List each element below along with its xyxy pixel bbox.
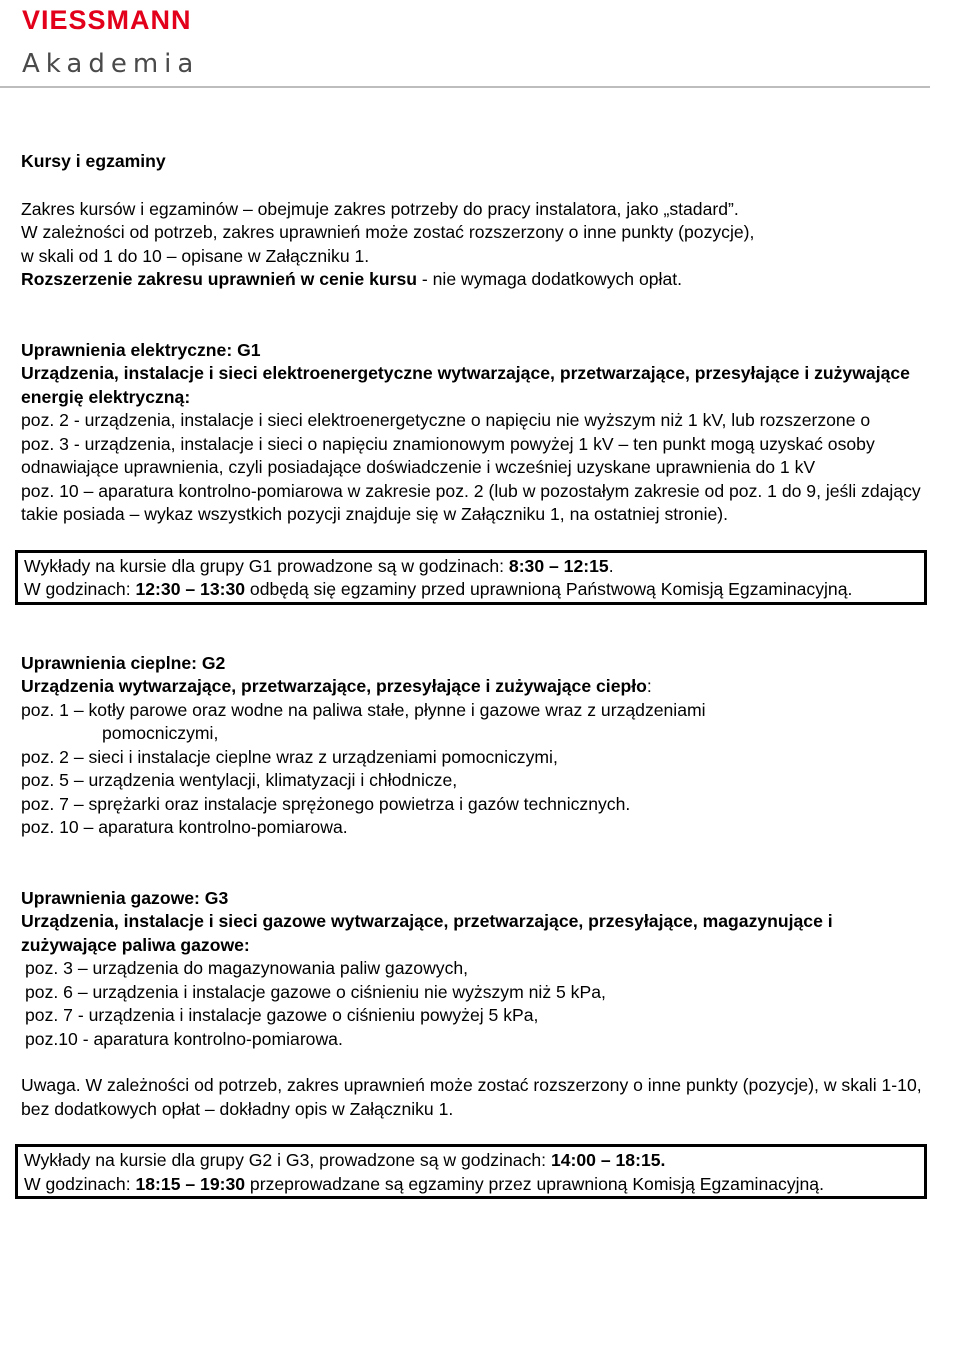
intro-section (21, 198, 933, 292)
list-item: poz. 2 - urządzenia, instalacje i sieci elektroenergetyczne o napięciu nie wyższym niż 1 kV, lub rozszerzone o (21, 410, 871, 430)
spacer (21, 605, 933, 652)
section-g2 (21, 652, 933, 840)
section-heading: Uprawnienia elektryczne: G1 (21, 339, 261, 360)
list-item: poz. 5 – urządzenia wentylacji, klimatyzacji i chłodnicze, (21, 770, 458, 790)
schedule-text: Wykłady na kursie dla grupy G2 i G3, prowadzone są w godzinach: (24, 1150, 551, 1170)
schedule-time: 14:00 – 18:15. (550, 1150, 666, 1170)
section-subheading (21, 675, 933, 699)
section-g1 (21, 339, 933, 605)
schedule-line (24, 555, 924, 579)
schedule-text: W godzinach: (24, 579, 136, 599)
spacer (21, 840, 933, 887)
note: Uwaga. W zależności od potrzeb, zakres uprawnień może zostać rozszerzony o inne punkty (pozycje), w skali 1-10, bez dodatkowych opłat – dokładny opis w Załączniku 1. (21, 1075, 922, 1119)
schedule-time: 8:30 – 12:15 (508, 555, 609, 576)
schedule-text: . (608, 555, 614, 576)
schedule-text: Wykłady na kursie dla grupy G1 prowadzone są w godzinach: (24, 555, 509, 576)
section-subheading: Urządzenia, instalacje i sieci gazowe wytwarzające, przetwarzające, przesyłające, magazynujące i zużywające paliwa gazowe: (21, 911, 833, 955)
schedule-line (24, 1149, 924, 1173)
intro-line: W zależności od potrzeb, zakres uprawnień może zostać rozszerzony o inne punkty (pozycje), (21, 222, 755, 242)
list-item: poz. 7 – sprężarki oraz instalacje sprężonego powietrza i gazów technicznych. (21, 793, 631, 814)
list-item: poz. 7 - urządzenia i instalacje gazowe o ciśnieniu powyżej 5 kPa, (25, 1005, 539, 1025)
akademia-logo: Akademia (22, 49, 200, 79)
schedule-line (24, 578, 924, 602)
page-header (0, 0, 960, 92)
spacer (21, 292, 933, 339)
list-item: poz. 1 – kotły parowe oraz wodne na paliwa stałe, płynne i gazowe wraz z urządzeniami (21, 699, 706, 720)
schedule-box (15, 1144, 927, 1199)
list-item: poz. 3 - urządzenia, instalacje i sieci o napięciu znamionowym powyżej 1 kV – ten punkt mogą uzyskać osoby odnawiające uprawnienia, czyli posiadające doświadczenie i wcześniej uzyskane uprawnienia do 1 kV (21, 433, 875, 477)
schedule-line (24, 1173, 924, 1197)
header-divider (0, 86, 930, 88)
document-body (21, 150, 933, 1199)
list-item: poz. 6 – urządzenia i instalacje gazowe o ciśnieniu nie wyższym niż 5 kPa, (25, 981, 606, 1002)
intro-rest: - nie wymaga dodatkowych opłat. (417, 269, 683, 289)
spacer (21, 1121, 933, 1144)
section-subheading: Urządzenia, instalacje i sieci elektroenergetyczne wytwarzające, przetwarzające, przesyłające i zużywające energię elektryczną: (21, 363, 910, 407)
section-g3 (21, 887, 933, 1200)
intro-line: Zakres kursów i egzaminów – obejmuje zakres potrzeby do pracy instalatora, jako „stadard”. (21, 198, 739, 219)
schedule-time: 18:15 – 19:30 (135, 1173, 246, 1194)
schedule-box (15, 550, 927, 605)
schedule-time: 12:30 – 13:30 (135, 579, 246, 599)
section-subheading-text: Urządzenia wytwarzające, przetwarzające, przesyłające i zużywające ciepło (21, 676, 647, 696)
intro-line (21, 268, 933, 292)
page-title: Kursy i egzaminy (21, 151, 166, 171)
viessmann-logo: VIESSMANN (22, 5, 192, 35)
intro-line: w skali od 1 do 10 – opisane w Załączniku 1. (21, 245, 370, 266)
section-heading: Uprawnienia cieplne: G2 (21, 652, 226, 673)
list-item: poz. 3 – urządzenia do magazynowania paliw gazowych, (25, 958, 469, 978)
list-item-continuation: pomocniczymi, (102, 723, 219, 743)
list-item: poz.10 - aparatura kontrolno-pomiarowa. (25, 1028, 343, 1049)
schedule-text: odbędą się egzaminy przed uprawnioną Państwową Komisją Egzaminacyjną. (245, 579, 853, 599)
spacer (21, 527, 933, 550)
section-subheading-colon: : (646, 676, 652, 696)
spacer (21, 1051, 933, 1074)
intro-bold: Rozszerzenie zakresu uprawnień w cenie kursu (21, 269, 417, 289)
list-item: poz. 10 – aparatura kontrolno-pomiarowa w zakresie poz. 2 (lub w pozostałym zakresie od poz. 1 do 9, jeśli zdający takie posiada – wykaz wszystkich pozycji znajduje się w Załączniku 1, na ostatniej stronie). (21, 480, 921, 524)
schedule-text: przeprowadzane są egzaminy przez uprawnioną Komisją Egzaminacyjną. (245, 1173, 824, 1194)
section-heading: Uprawnienia gazowe: G3 (21, 887, 229, 908)
list-item: poz. 2 – sieci i instalacje cieplne wraz z urządzeniami pomocniczymi, (21, 746, 558, 767)
schedule-text: W godzinach: (24, 1173, 136, 1194)
list-item: poz. 10 – aparatura kontrolno-pomiarowa. (21, 817, 348, 837)
